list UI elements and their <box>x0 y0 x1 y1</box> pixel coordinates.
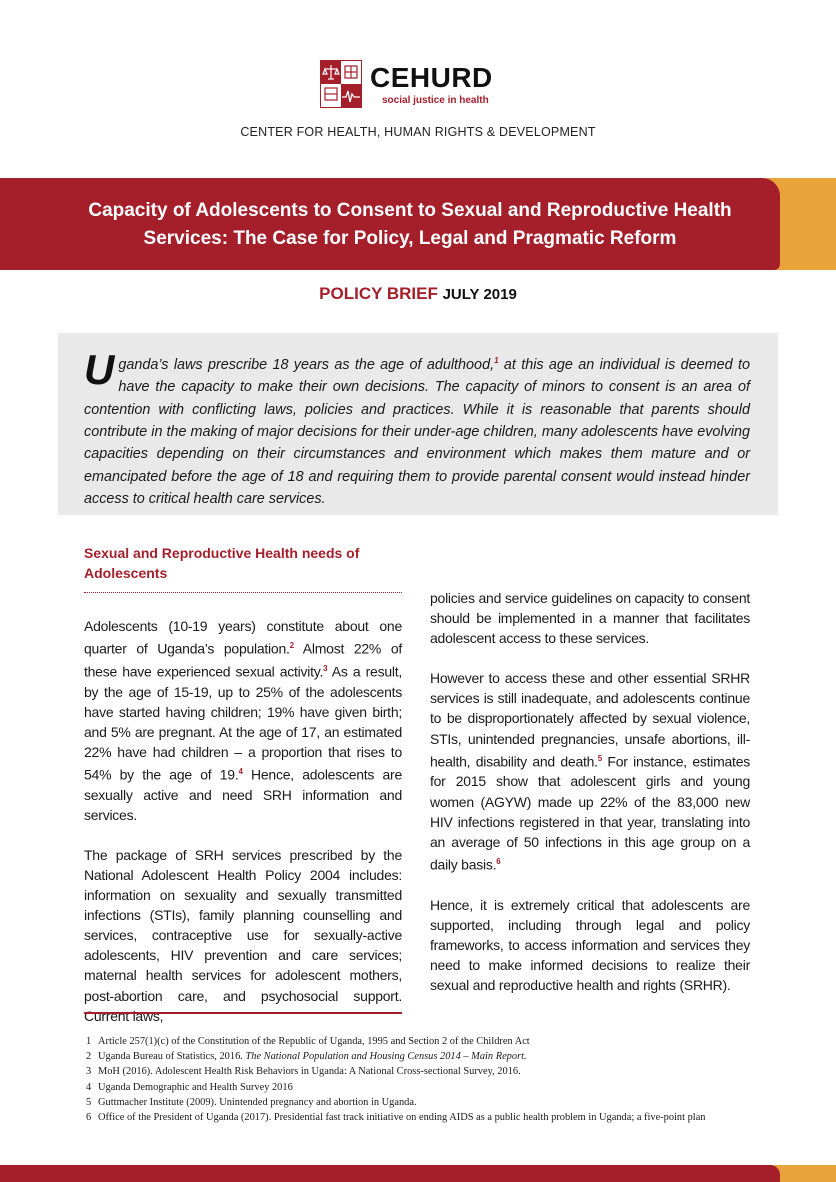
intro-paragraph: Uganda’s laws prescribe 18 years as the age of adulthood,$^1$ at this age an individual is deemed to have the capacity to make their own decisions. The capacity of minors to consent is an area of contention with conflicting laws, policies and practices. While it is reasonable that parents should contribute in the making of major decisions for their under-age children, many adolescents have evolving capacities depending on their circumstances and environment which makes them mature and or emancipated before the age of 18 and requiring them to provide parental consent would instead hinder access to critical health care services. <box>84 346 750 508</box>
drop-cap: U <box>84 346 115 393</box>
body-paragraph: Hence, it is extremely critical that adolescents are supported, including through legal and policy frameworks, to access information and services they need to make informed decisions to realize their sexual and reproductive health and rights (SRHR). <box>430 896 750 993</box>
organization-name: CENTER FOR HEALTH, HUMAN RIGHTS & DEVELOPMENT <box>240 125 596 139</box>
footnote: 5 Guttmacher Institute (2009). Unintended pregnancy and abortion in Uganda. <box>86 1096 417 1108</box>
footnote: 6 Office of the President of Uganda (2017). Presidential fast track initiative on ending AIDS as a public health problem in Uganda; a five-point plan <box>86 1112 706 1124</box>
right-column <box>430 588 750 1015</box>
brief-date: JULY 2019 <box>442 286 517 303</box>
footnote-ref[interactable]: 5 <box>597 753 602 763</box>
footnote-ref[interactable]: 2 <box>289 641 294 651</box>
footnotes <box>86 1034 756 1125</box>
footnote-divider <box>84 1012 402 1014</box>
footnote-ref[interactable]: 1 <box>494 356 499 365</box>
logo-tagline: social justice in health <box>382 95 489 106</box>
cehurd-logo <box>320 60 520 110</box>
dotted-divider <box>84 592 402 593</box>
brief-line <box>0 284 836 304</box>
footnote: 3 MoH (2016). Adolescent Health Risk Behaviors in Uganda: A National Cross-sectional Survey, 2016. <box>86 1066 521 1078</box>
document-title: Capacity of Adolescents to Consent to Sexual and Reproductive Health Services: The Case for Policy, Legal and Pragmatic Reform <box>88 200 732 249</box>
logo-name: CEHURD <box>370 62 493 93</box>
body-paragraph: policies and service guidelines on capacity to consent should be implemented in a manner that facilitates adolescent access to these services. <box>430 590 750 647</box>
footnote-ref[interactable]: 3 <box>323 663 328 673</box>
body-paragraph: The package of SRH services prescribed by the National Adolescent Health Policy 2004 includes: information on sexuality and sexually transmitted infections (STIs), family planning counselling and services, contraceptive use for sexually-active adolescents, HIV prevention and care services; maternal health services for adolescent mothers, post-abortion care, and psychosocial support. Current laws, <box>84 846 402 1024</box>
footnote: 2 Uganda Bureau of Statistics, 2016. The National Population and Housing Census 2014 – Main Report. <box>86 1051 527 1063</box>
body-paragraph: Adolescents (10-19 years) constitute about one quarter of Uganda’s population.$^2$ Almost 22% of these have experienced sexual activity.$^3$ As a result, by the age of 15-19, up to 25% of the adolescents have started having children; 19% have given birth; and 5% are pregnant. At the age of 17, an estimated 22% have had children – a proportion that rises to 54% by the age of 19.$^4$ Hence, adolescents are sexually active and need SRH information and services. <box>84 618 402 823</box>
section-heading: Sexual and Reproductive Health needs of Adolescents <box>84 545 360 581</box>
footnote-ref[interactable]: 6 <box>496 856 501 866</box>
logo-mark-icon <box>320 60 362 108</box>
footnote: 1 Article 257(1)(c) of the Constitution of the Republic of Uganda, 1995 and Section 2 of the Children Act <box>86 1036 530 1047</box>
footnote-ref[interactable]: 4 <box>238 766 243 776</box>
footnote: 4 Uganda Demographic and Health Survey 2016 <box>86 1081 293 1093</box>
body-paragraph: However to access these and other essential SRHR services is still inadequate, and adolescents continue to be disproportionately affected by sexual violence, STIs, unintended pregnancies, unsafe abortions, ill-health, disability and death.$^5$ For instance, estimates for 2015 show that adolescent girls and young women (AGYW) made up 22% of the 83,000 new HIV infections registered in that year, translating into an average of 50 infections in this age group on a daily basis.$^6$ <box>430 670 750 873</box>
brief-label: POLICY BRIEF <box>319 284 438 303</box>
footer-band <box>0 1165 780 1182</box>
left-column <box>84 616 402 1046</box>
